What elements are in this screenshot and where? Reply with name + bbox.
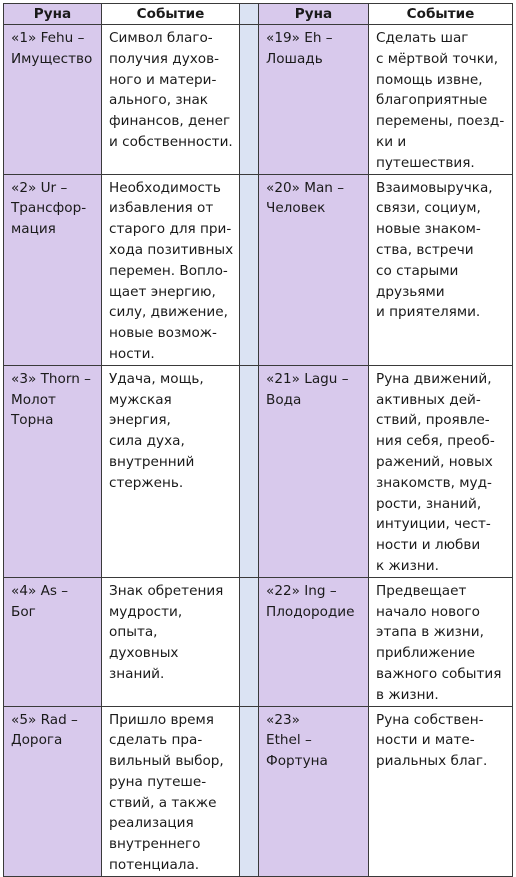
event-text: Руна движений, активных дей- ствий, проявле- ния себя, преоб- ражений, новых знакомств, муд- рости, знаний, интуиции, чест- ности и любви к жизни. — [376, 370, 495, 574]
event-cell-left — [102, 577, 240, 706]
gap-cell — [240, 365, 259, 577]
rune-cell-right — [259, 174, 369, 365]
runes-table — [3, 3, 513, 877]
table-row — [4, 577, 513, 706]
event-cell-right — [369, 577, 513, 706]
rune-name: «3» Thorn – Молот Торна — [11, 370, 91, 429]
rune-cell-right — [259, 706, 369, 876]
event-text: Предвещает начало нового этапа в жизни, приближение важного события в жизни. — [376, 582, 502, 703]
gap-cell — [240, 577, 259, 706]
event-text: Удача, мощь, мужская энергия, сила духа, внутренний стержень. — [109, 370, 204, 491]
header-rune-right: Руна — [259, 4, 369, 25]
rune-name: «5» Rad – Дорога — [11, 711, 78, 749]
event-text: Сделать шаг с мёртвой точки, помощь извне, благоприятные перемены, поезд- ки и путешествия. — [376, 30, 505, 171]
header-event-right: Событие — [369, 4, 513, 25]
rune-name: «23» Ethel – Фортуна — [266, 711, 328, 770]
gap-cell — [240, 174, 259, 365]
rune-cell-right — [259, 25, 369, 175]
event-text: Руна собствен- ности и мате- риальных благ. — [376, 711, 488, 770]
table-row — [4, 25, 513, 175]
event-text: Пришло время сделать пра- вильный выбор, руна путеше- ствий, а также реализация внутреннего потенциала. — [109, 711, 224, 874]
rune-name: «20» Man – Человек — [266, 179, 345, 217]
rune-cell-left — [4, 577, 102, 706]
event-cell-right — [369, 706, 513, 876]
gap-cell — [240, 706, 259, 876]
event-cell-left — [102, 174, 240, 365]
event-cell-right — [369, 365, 513, 577]
table-row — [4, 706, 513, 876]
rune-cell-right — [259, 577, 369, 706]
event-text: Необходимость избавления от старого для при- хода позитивных перемен. Вопло- щает энергию, силу, движение, новые возмож- ности. — [109, 179, 234, 362]
header-row — [4, 4, 513, 25]
rune-cell-left — [4, 365, 102, 577]
event-text: Взаимовыручка, связи, социум, новые знаком- ства, встречи со старыми друзьями и приятелями. — [376, 179, 493, 321]
rune-name: «19» Eh – Лошадь — [266, 30, 333, 67]
rune-cell-left — [4, 25, 102, 175]
header-rune-left: Руна — [4, 4, 102, 25]
event-cell-left — [102, 365, 240, 577]
rune-name: «4» As – Бог — [11, 582, 69, 620]
event-cell-left — [102, 25, 240, 175]
gap-column-header — [240, 4, 259, 25]
rune-cell-left — [4, 174, 102, 365]
rune-cell-left — [4, 706, 102, 876]
rune-name: «22» Ing – Плодородие — [266, 582, 355, 620]
table-row — [4, 365, 513, 577]
event-cell-left — [102, 706, 240, 876]
table-row — [4, 174, 513, 365]
rune-name: «21» Lagu – Вода — [266, 370, 349, 408]
rune-cell-right — [259, 365, 369, 577]
header-event-left: Событие — [102, 4, 240, 25]
event-cell-right — [369, 174, 513, 365]
rune-name: «2» Ur – Трансфор- мация — [11, 179, 87, 238]
gap-cell — [240, 25, 259, 175]
event-text: Символ благо- получия духов- ного и матери- ального, знак финансов, денег и собственности. — [109, 30, 233, 150]
event-cell-right — [369, 25, 513, 175]
event-text: Знак обретения мудрости, опыта, духовных знаний. — [109, 582, 224, 682]
rune-name: «1» Fehu – Имущество — [11, 30, 93, 67]
